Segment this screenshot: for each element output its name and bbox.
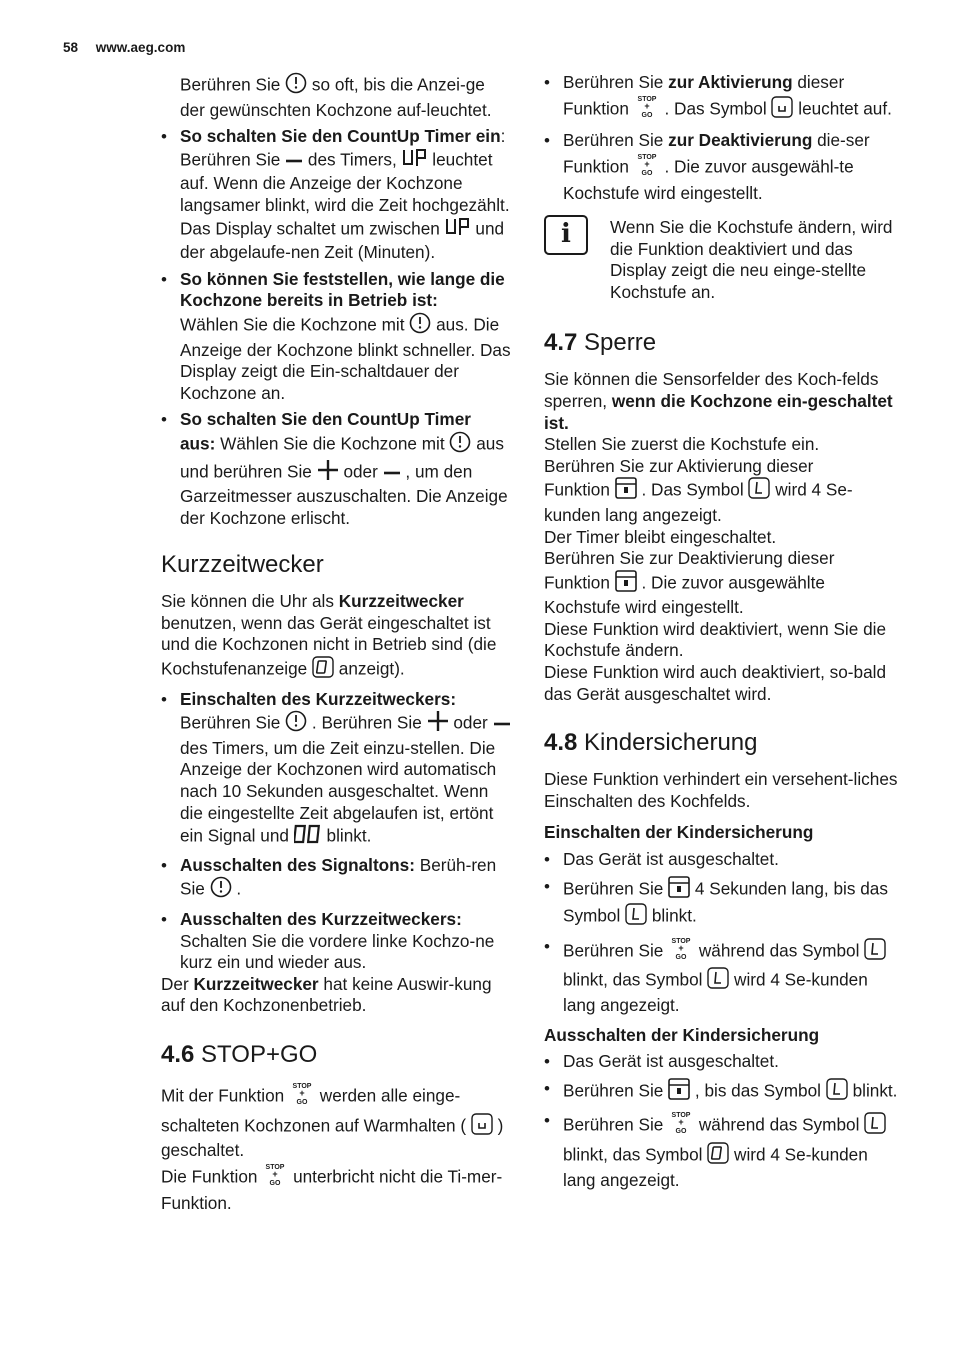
stopgo-heading [161, 1041, 511, 1069]
section-number: 4.8 [544, 729, 578, 757]
intro-paragraph [161, 72, 511, 121]
text: Schalten Sie die vordere linke Kochzo-ne kurz ein und wieder aus. [180, 930, 495, 973]
clock-icon [409, 312, 431, 340]
stopgo-icon [668, 1110, 694, 1142]
text: Berüh-ren Sie [180, 854, 497, 899]
list-item [544, 1110, 899, 1191]
kindersicherung-intro: Diese Funktion verhindert ein versehent-liches Einschalten des Kochfelds. [544, 769, 898, 811]
kurzzeitwecker-heading: Kurzzeitwecker [161, 551, 324, 579]
svg-text:STOP: STOP [637, 95, 657, 103]
text: leuchtet auf. Wenn die Anzeige der Kochzone langsamer blinkt, wird die Zeit hochgezählt. Das Display schaltet um zwischen [180, 149, 510, 238]
text: Wählen Sie die Kochzone mit [220, 433, 445, 454]
svg-text:+: + [272, 1168, 278, 1179]
stopgo-paragraph [161, 1162, 511, 1215]
text: Wählen Sie die Kochzone mit [180, 314, 405, 335]
text: Berühren Sie [563, 130, 664, 151]
info-note [544, 217, 899, 303]
svg-text:GO: GO [641, 169, 653, 177]
text: des Timers, [307, 149, 397, 170]
lock-icon [615, 477, 637, 505]
text: blinkt, das Symbol [563, 969, 703, 990]
text: , bis das Symbol [694, 1080, 821, 1101]
clock-icon [210, 876, 232, 904]
text: während das Symbol [698, 940, 860, 961]
list-item [544, 1078, 899, 1106]
left-column [161, 72, 511, 1215]
kinder-on-list [544, 849, 899, 1017]
sperre-line [544, 477, 899, 526]
bold-text: Kurzzeitwecker [193, 973, 319, 994]
minus-icon [493, 713, 511, 735]
bold-text: zur Aktivierung [668, 72, 793, 92]
lock-symbol [864, 938, 886, 966]
stopgo-icon [634, 94, 660, 126]
svg-text:GO: GO [641, 111, 653, 119]
text: unterbricht nicht die Ti-mer-Funktion. [161, 1166, 503, 1214]
up-display [402, 148, 428, 174]
sperre-line: Berühren Sie zur Deaktivierung dieser [544, 548, 835, 569]
bold-text: Ausschalten des Signaltons: [180, 854, 415, 875]
list-item [161, 126, 511, 264]
page-header [63, 37, 185, 59]
text: . Das Symbol [641, 479, 744, 500]
text: blinkt. [326, 825, 372, 846]
bold-text: Ausschalten des Kurzzeitweckers: [180, 909, 462, 929]
text: Berühren Sie [563, 1080, 664, 1101]
svg-text:GO: GO [269, 1179, 281, 1187]
lock-symbol [707, 967, 729, 995]
list-item [161, 689, 511, 850]
text: . Das Symbol [664, 97, 767, 118]
list-item [544, 936, 899, 1017]
text: und der abgelaufe-nen Zeit (Minuten). [180, 217, 505, 263]
info-icon: i [544, 215, 588, 255]
up-display [445, 217, 471, 243]
kinder-off-heading: Ausschalten der Kindersicherung [544, 1024, 820, 1045]
text: Sie können die Uhr als [161, 591, 334, 612]
svg-text:GO: GO [675, 953, 687, 961]
text: Der [161, 973, 189, 994]
svg-text:STOP: STOP [671, 937, 691, 945]
text: benutzen, wenn das Gerät eingeschaltet ist und die Kochzonen nicht in Betrieb sind (die Kochstufenanzeige [161, 612, 497, 679]
text: wird 4 Se-kunden lang angezeigt. [544, 479, 853, 525]
bold-text: So schalten Sie den CountUp Timer aus: [180, 409, 471, 454]
kurzzeitwecker-note [161, 974, 511, 1017]
sperre-line: Berühren Sie zur Aktivierung dieser [544, 455, 814, 476]
section-number: 4.6 [161, 1040, 195, 1068]
list-item [161, 909, 511, 974]
text: . [236, 878, 242, 899]
text: so oft, bis die Anzei-ge der gewünschten Kochzone auf-leuchtet. [180, 74, 492, 120]
bold-text: wenn die Kochzone ein-geschaltet ist. [544, 390, 893, 433]
svg-text:+: + [644, 158, 650, 169]
list-item [544, 130, 899, 205]
svg-text:+: + [644, 100, 650, 111]
stopgo-icon [668, 936, 694, 968]
stopgo-icon [289, 1081, 315, 1113]
stopgo-paragraph [161, 1081, 511, 1162]
text: Berühren Sie [563, 1114, 664, 1135]
sperre-line: Der Timer bleibt eingeschaltet. [544, 526, 777, 547]
text: ) geschaltet. [161, 1114, 504, 1161]
text: Berühren Sie [563, 877, 664, 898]
svg-text:+: + [299, 1087, 305, 1098]
sperre-line: Diese Funktion wird deaktiviert, wenn Sie die Kochstufe ändern. [544, 618, 887, 661]
bold-text: Einschalten des Kurzzeitweckers: [180, 688, 457, 709]
text: aus und berühren Sie [180, 433, 504, 481]
text: wird 4 Se-kunden lang angezeigt. [563, 1144, 868, 1190]
sperre-line: Diese Funktion wird auch deaktiviert, so-bald das Gerät ausgeschaltet wird. [544, 662, 887, 704]
lock-symbol [864, 1112, 886, 1140]
svg-text:+: + [678, 1117, 684, 1128]
info-text: Wenn Sie die Kochstufe ändern, wird die Funktion deaktiviert und das Display zeigt die neu einge-stellte Kochstufe an. [610, 216, 893, 302]
kindersicherung-heading [544, 729, 899, 757]
kurzzeitwecker-list [161, 689, 511, 974]
text: die-ser Funktion [563, 130, 870, 177]
clock-icon [449, 431, 471, 459]
list-item [544, 876, 899, 931]
text: Die Funktion [161, 1166, 258, 1187]
svg-text:STOP: STOP [671, 1112, 691, 1120]
svg-text:GO: GO [296, 1098, 308, 1106]
bold-text: So können Sie feststellen, wie lange die Kochzone bereits in Betrieb ist: [180, 268, 505, 311]
text: Funktion [544, 479, 610, 500]
keep-warm-symbol [471, 1113, 493, 1141]
text: Berühren Sie [180, 74, 281, 95]
text: Mit der Funktion [161, 1085, 285, 1106]
lock-icon [615, 570, 637, 598]
text: Berühren Sie [180, 712, 281, 733]
text: des Timers, um die Zeit einzu-stellen. Die Anzeige der Kochzonen wird automatisch nach 10 Sekunden ausgeschaltet. Wenn die eingestellte Zeit abgelaufen ist, ertönt ein Signal und [180, 737, 497, 846]
text: hat keine Auswir-kung auf den Kochzonenbetrieb. [161, 973, 492, 1016]
bold-text: zur Deaktivierung [668, 130, 813, 151]
plus-icon [427, 710, 449, 738]
list-item: • Das Gerät ist ausgeschaltet. [544, 1051, 899, 1073]
zero-symbol [707, 1142, 729, 1170]
text: . Die zuvor ausgewählte Kochstufe wird eingestellt. [544, 572, 825, 618]
right-column [544, 72, 899, 1191]
text: : Berühren Sie [180, 126, 506, 170]
text: leuchtet auf. [798, 97, 892, 118]
text: anzeigt). [338, 658, 405, 679]
list-item [161, 855, 511, 904]
text: dieser Funktion [563, 72, 845, 118]
sperre-line [544, 570, 899, 619]
section-title: Kindersicherung [584, 729, 758, 757]
lock-symbol [748, 477, 770, 505]
keep-warm-symbol [771, 96, 793, 124]
text: oder [343, 460, 378, 481]
stopgo-icon [634, 152, 660, 184]
text: 4 Sekunden lang, bis das Symbol [563, 877, 888, 926]
svg-text:GO: GO [675, 1128, 687, 1136]
section-title: Sperre [584, 329, 657, 357]
text: blinkt, das Symbol [563, 1144, 703, 1165]
kinder-off-list [544, 1051, 899, 1191]
lock-icon [668, 876, 690, 904]
bold-text: So schalten Sie den CountUp Timer ein [180, 126, 501, 147]
countup-list [161, 126, 511, 529]
text: wird 4 Se-kunden lang angezeigt. [563, 969, 868, 1015]
clock-icon [285, 72, 307, 100]
list-item: • Das Gerät ist ausgeschaltet. [544, 849, 899, 871]
svg-text:STOP: STOP [265, 1163, 285, 1171]
text: während das Symbol [698, 1114, 860, 1135]
sperre-intro [544, 369, 899, 434]
text: . Berühren Sie [311, 712, 422, 733]
text: Berühren Sie [563, 72, 664, 92]
svg-text:+: + [678, 942, 684, 953]
website-url: www.aeg.com [95, 40, 186, 55]
bold-text: Kurzzeitwecker [338, 591, 464, 612]
text: . Die zuvor ausgewähl-te Kochstufe wird eingestellt. [563, 156, 854, 204]
text: oder [453, 712, 488, 733]
lock-icon [668, 1078, 690, 1106]
minus-icon [285, 150, 303, 172]
stopgo-icon [262, 1162, 288, 1194]
svg-text:STOP: STOP [637, 153, 657, 161]
minus-icon [383, 462, 401, 484]
sperre-line: Stellen Sie zuerst die Kochstufe ein. [544, 434, 820, 455]
text: Berühren Sie [563, 940, 664, 961]
section-number: 4.7 [544, 329, 578, 357]
clock-icon [285, 710, 307, 738]
kinder-on-heading: Einschalten der Kindersicherung [544, 822, 814, 843]
sperre-heading [544, 329, 899, 357]
plus-icon [317, 459, 339, 487]
zero-symbol [312, 656, 334, 684]
text: blinkt. [852, 1080, 898, 1101]
svg-text:STOP: STOP [292, 1082, 312, 1090]
text: , um den Garzeitmesser auszuschalten. Die Anzeige der Kochzone erlischt. [180, 460, 508, 528]
double-zero-display [294, 824, 322, 850]
lock-symbol [826, 1078, 848, 1106]
text: blinkt. [651, 905, 697, 926]
lock-symbol [625, 903, 647, 931]
list-item [161, 409, 511, 529]
text: werden alle einge-schalteten Kochzonen auf Warmhalten ( [161, 1085, 467, 1135]
list-item [544, 72, 899, 125]
section-title: STOP+GO [201, 1040, 318, 1068]
kurzzeitwecker-intro [161, 591, 511, 683]
text: Funktion [544, 572, 610, 593]
page-number: 58 [63, 40, 79, 55]
stopgo-list [544, 72, 899, 205]
text: Sie können die Sensorfelder des Koch-felds sperren, [544, 369, 879, 411]
text: aus. Die Anzeige der Kochzone blinkt schneller. Das Display zeigt die Ein-schaltdauer der Kochzone an. [180, 314, 511, 403]
list-item [161, 269, 511, 405]
